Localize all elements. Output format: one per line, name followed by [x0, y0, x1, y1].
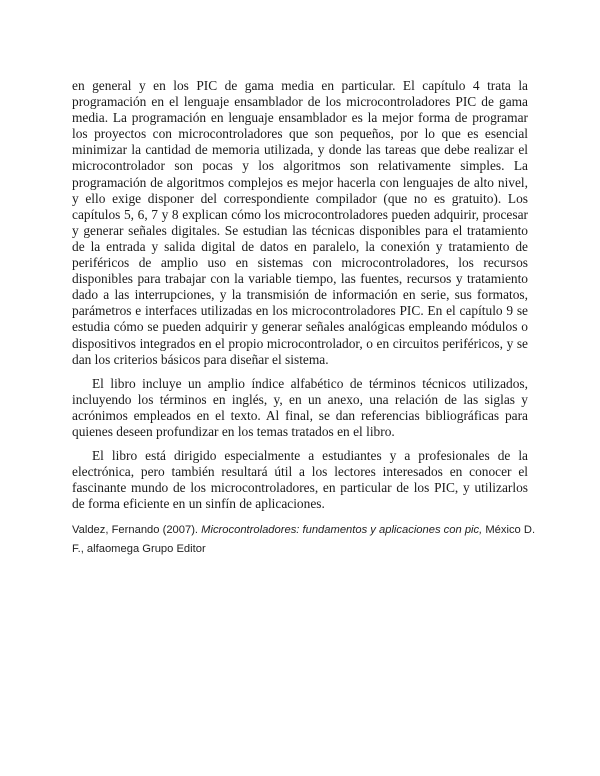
citation-title: Microcontroladores: fundamentos y aplicaciones con pic, [201, 524, 483, 536]
citation-authors-year: Valdez, Fernando (2007). [72, 524, 199, 536]
paragraph-1: en general y en los PIC de gama media en particular. El capítulo 4 trata la programación en el lenguaje ensamblador de los microcontroladores PIC de gama media. La programación en lenguaje ensamblador es la mejor forma de programar los proyectos con microcontroladores que son pequeños, por lo que es esencial minimizar la cantidad de memoria utilizada, y donde las tareas que debe realizar el microcontrolador son pocas y los algoritmos son relativamente simples. La programación de algoritmos complejos es mejor hacerla con lenguajes de alto nivel, y ello exige disponer del correspondiente compilador (que no es gratuito). Los capítulos 5, 6, 7 y 8 explican cómo los microcontroladores pueden adquirir, procesar y generar señales digitales. Se estudian las técnicas disponibles para el tratamiento de la entrada y salida digital de datos en paralelo, la conexión y tratamiento de periféricos de amplio uso en sistemas con microcontroladores, los recursos disponibles para trabajar con la variable tiempo, las fuentes, recursos y tratamiento dado a las interrupciones, y la transmisión de información en serie, sus formatos, parámetros e interfaces utilizadas en los microcontroladores PIC. En el capítulo 9 se estudia cómo se pueden adquirir y generar señales analógicas empleando módulos o dispositivos integrados en el propio microcontrolador, o en circuitos periféricos, y se dan los criterios básicos para diseñar el sistema. [72, 78, 528, 367]
paragraph-2: El libro incluye un amplio índice alfabético de términos técnicos utilizados, incluyendo los términos en inglés, y, en un anexo, una relación de las siglas y acrónimos empleados en el texto. Al final, se dan referencias bibliográficas para quienes deseen profundizar en los temas tratados en el libro. [72, 375, 528, 439]
citation-publisher: México D. F., alfaomega Grupo Editor [72, 524, 536, 555]
paragraph-3: El libro está dirigido especialmente a estudiantes y a profesionales de la electrónica, pero también resultará útil a los lectores interesados en conocer el fascinante mundo de los microcontroladores, en particular de los PIC, y utilizarlos de forma eficiente en un sinfín de aplicaciones. [72, 448, 528, 512]
book-excerpt [72, 78, 528, 512]
citation [72, 521, 542, 559]
